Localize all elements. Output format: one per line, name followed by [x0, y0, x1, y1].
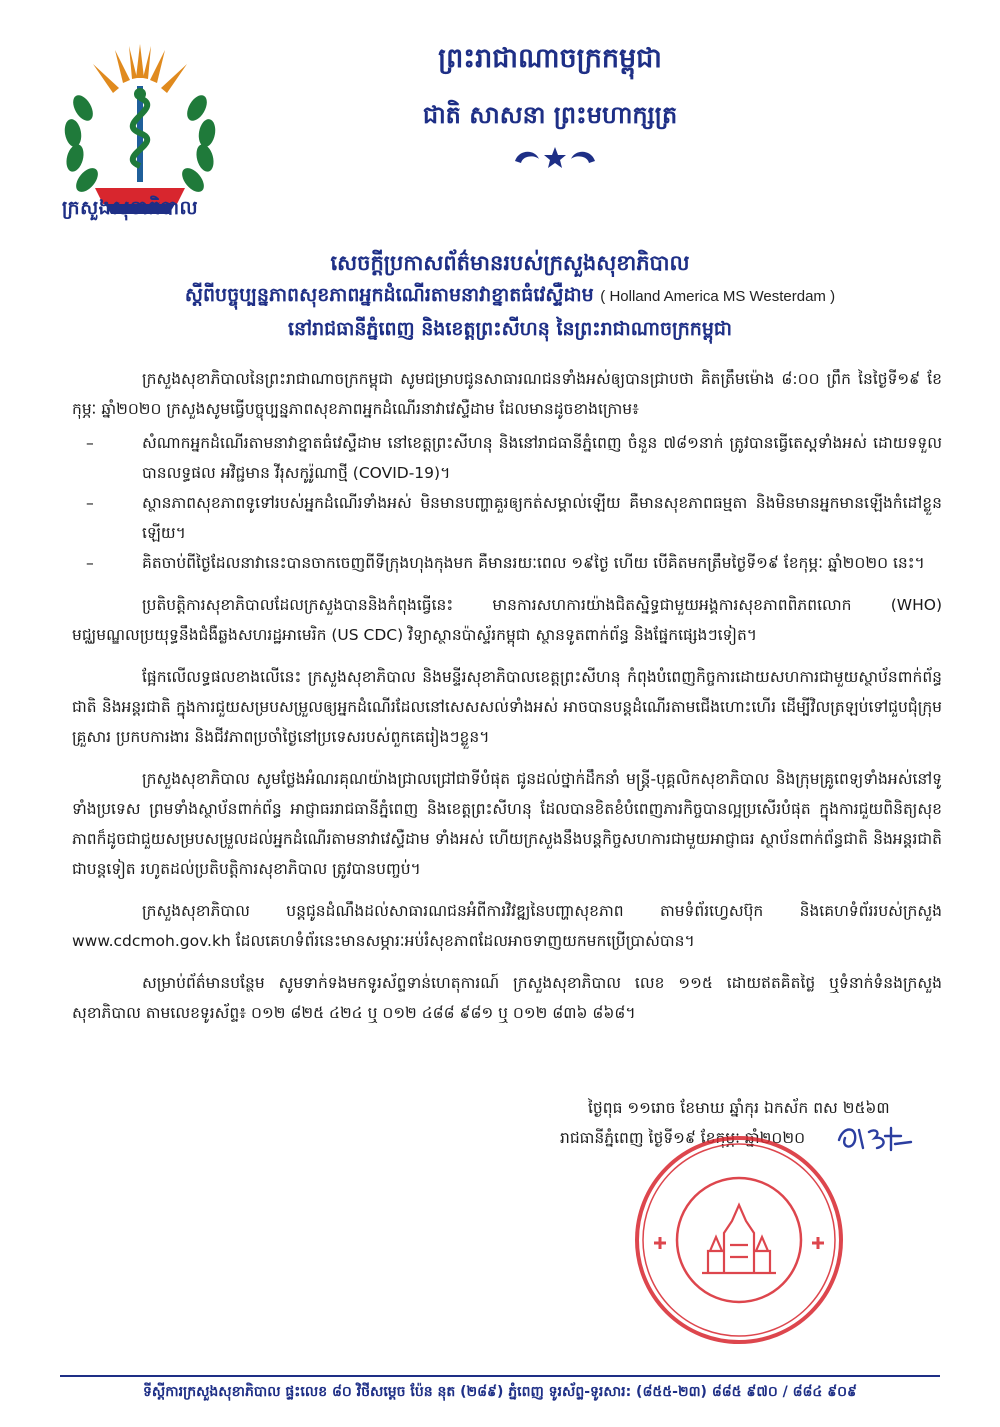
gratitude-paragraph: ក្រសួងសុខាភិបាល សូមថ្លែងអំណរគុណយ៉ាងជ្រាលជ្រៅជាទីបំផុត ជូនដល់ថ្នាក់ដឹកនាំ មន្ត្រី-បុគ្គលិកសុខាភិបាល និងក្រុមគ្រូពេទ្យទាំងអស់នៅទូទាំងប្រទេស ព្រមទាំងស្ថាប័នពាក់ព័ន្ធ អាជ្ញាធររាជធានីភ្នំពេញ និងខេត្តព្រះសីហនុ ដែលបានខិតខំបំពេញភារកិច្ចបានល្អប្រសើរបំផុត ក្នុងការជួយពិនិត្យសុខភាពក៏ដូចជាជួយសម្របសម្រួលដល់អ្នកដំណើរតាមនាវាវេស្ទឺដាម ទាំងអស់ ហើយក្រសួងនឹងបន្តកិច្ចសហការជាមួយអាជ្ញាធរ ស្ថាប័នពាក់ព័ន្ធជាតិ និងអន្តរជាតិ ជាបន្តទៀត រហូតដល់ប្រតិបត្តិការសុខាភិបាល ត្រូវបានបញ្ចប់។ — [72, 770, 942, 878]
announcement-body — [72, 364, 942, 1040]
nation-religion-king: ជាតិ សាសនា ព្រះមហាក្សត្រ — [422, 100, 678, 129]
onward-travel-paragraph: ផ្អែកលើលទ្ធផលខាងលើនេះ ក្រសួងសុខាភិបាល និងមន្ទីរសុខាភិបាលខេត្តព្រះសីហនុ កំពុងបំពេញកិច្ចការដោយសហការជាមួយស្ថាប័នពាក់ព័ន្ធជាតិ និងអន្តរជាតិ ក្នុងការជួយសម្របសម្រួលឲ្យអ្នកដំណើរដែលនៅសេសសល់ទាំងអស់ អាចបានបន្តដំណើរតាមជើងហោះហើរ ដើម្បីវិលត្រឡប់ទៅជួបជុំក្រុមគ្រួសារ ប្រកបការងារ និងជីវភាពប្រចាំថ្ងៃនៅប្រទេសរបស់ពួកគេរៀងៗខ្លួន។ — [72, 668, 942, 746]
ship-name-english: ( Holland America MS Westerdam ) — [600, 288, 836, 305]
footer-address: ទីស្តីការក្រសួងសុខាភិបាល ផ្ទះលេខ ៨០ វិថីសម្តេច ប៉ែន នុត (២៨៩) ភ្នំពេញ ទូរស័ព្ទ-ទូរសារ: (៨៥៥-២៣) ៨៨៥ ៩៧០ / ៨៨៤ ៩០៩ — [143, 1384, 857, 1400]
lunar-date: ថ្ងៃពុធ ១១រោច ខែមាឃ ឆ្នាំកុរ ឯកស័ក ពស ២៥៦៣ — [588, 1099, 890, 1117]
bullet-test-results: – សំណាកអ្នកដំណើរតាមនាវាខ្នាតធំវេស្ទឺដាម នៅខេត្តព្រះសីហនុ និងនៅរាជធានីភ្នំពេញ ចំនួន ៧៨១នាក់ ត្រូវបានធ្វើតេស្តទាំងអស់ ដោយទទួលបានលទ្ធផល អវិជ្ជមាន វីរុសកូរ៉ូណាថ្មី (COVID-19)។ — [142, 428, 942, 488]
kingdom-name: ព្រះរាជាណាចក្រកម្ពុជា — [438, 43, 662, 74]
announcement-location: នៅរាជធានីភ្នំពេញ និងខេត្តព្រះសីហនុ នៃព្រះរាជាណាចក្រកម្ពុជា — [288, 318, 732, 340]
footer-divider — [60, 1375, 940, 1377]
contact-paragraph: សម្រាប់ព័ត៌មានបន្ថែម សូមទាក់ទងមកទូរស័ព្ទទាន់ហេតុការណ៍ ក្រសួងសុខាភិបាល លេខ ១១៥ ដោយឥតគិតថ្លៃ ឬទំនាក់ទំនងក្រសួងសុខាភិបាល តាមលេខទូរស័ព្ទ៖ ០១២ ៨២៥ ៤២៤ ឬ ០១២ ៤៨៨ ៩៨១ ឬ ០១២ ៨៣៦ ៨៦៨។ — [72, 974, 942, 1022]
announcement-title: សេចក្តីប្រកាសព័ត៌មានរបស់ក្រសួងសុខាភិបាល — [330, 250, 690, 275]
decorative-ornament-icon — [505, 143, 605, 171]
ministry-seal-stamp-icon — [632, 1133, 847, 1348]
announcement-subtitle — [70, 283, 950, 311]
subtitle-khmer: ស្តីពីបច្ចុប្បន្នភាពសុខភាពអ្នកដំណើរតាមនាវាខ្នាតធំវេស្ទឺដាម — [184, 284, 594, 306]
ministry-name-caption: ក្រសួងសុខាភិបាល — [61, 197, 199, 219]
bullet-days-since-departure: – គិតចាប់ពីថ្ងៃដែលនាវានេះបានចាកចេញពីទីក្រុងហុងកុងមក គឺមានរយៈពេល ១៩ថ្ងៃ ហើយ បើគិតមកត្រឹមថ្ងៃទី១៩ ខែកុម្ភៈ ឆ្នាំ២០២០ នេះ។ — [142, 548, 942, 578]
status-bullet-list — [72, 428, 942, 578]
cooperation-paragraph: ប្រតិបត្តិការសុខាភិបាលដែលក្រសួងបាននិងកំពុងធ្វើនេះ មានការសហការយ៉ាងជិតស្និទ្ធជាមួយអង្គការសុខភាពពិភពលោក (WHO) មជ្ឈមណ្ឌលប្រយុទ្ធនឹងជំងឺឆ្លងសហរដ្ឋអាមេរិក (US CDC) វិទ្យាស្ថានប៉ាស្ទ័រកម្ពុជា ស្ថានទូតពាក់ព័ន្ធ និងផ្នែកផ្សេងៗទៀត។ — [72, 596, 942, 644]
website-paragraph: ក្រសួងសុខាភិបាល បន្តជូនដំណឹងដល់សាធារណជនអំពីការវិវឌ្ឍនៃបញ្ហាសុខភាព តាមទំព័រហ្វេសប៊ុក និងគេហទំព័ររបស់ក្រសួង www.cdcmoh.gov.kh ដែលគេហទំព័រនេះមានសម្ភារៈអប់រំសុខភាពដែលអាចទាញយកមកប្រើប្រាស់បាន។ — [72, 902, 942, 950]
intro-paragraph: ក្រសួងសុខាភិបាលនៃព្រះរាជាណាចក្រកម្ពុជា សូមជម្រាបជូនសាធារណជនទាំងអស់ឲ្យបានជ្រាបថា គិតត្រឹមម៉ោង ៨:០០ ព្រឹក នៃថ្ងៃទី១៩ ខែកុម្ភៈ ឆ្នាំ២០២០ ក្រសួងសូមធ្វើបច្ចុប្បន្នភាពសុខភាពអ្នកដំណើរនាវាវេស្ទឺដាម ដែលមានដូចខាងក្រោម៖ — [72, 370, 942, 418]
bullet-health-status: – ស្ថានភាពសុខភាពទូទៅរបស់អ្នកដំណើរទាំងអស់ មិនមានបញ្ហាគួរឲ្យកត់សម្គាល់ឡើយ គឺមានសុខភាពធម្មតា និងមិនមានអ្នកមានឡើងកំដៅខ្លួនឡើយ។ — [142, 488, 942, 548]
date-place: រាជធានីភ្នំពេញ ថ្ងៃទី១៩ ខែកុម្ភៈ ឆ្នាំ២០២០ — [560, 1129, 806, 1147]
handwritten-signature-icon — [835, 1118, 915, 1158]
